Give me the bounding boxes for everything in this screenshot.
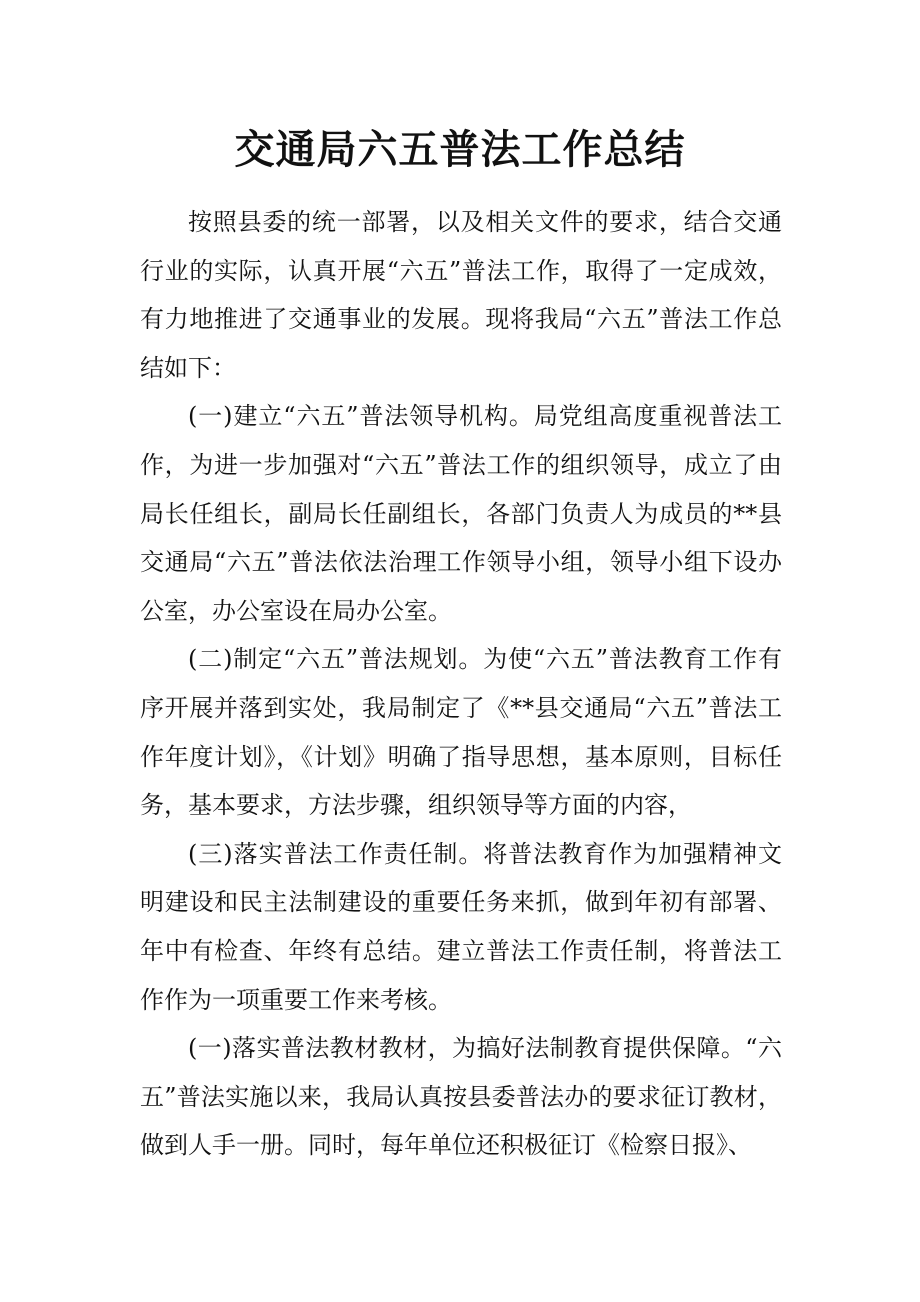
paragraph-planning: (二)制定“六五”普法规划。为使“六五”普法教育工作有序开展并落到实处，我局制定了《**县交通局“六五”普法工作年度计划》，《计划》明确了指导思想，基本原则，目标任务，基本要求，方法步骤，组织领导等方面的内容， — [140, 645, 782, 820]
document-body — [140, 198, 782, 1170]
document-title: 交通局六五普法工作总结 — [234, 126, 686, 173]
paragraph-teaching-materials: (一)落实普法教材教材，为搞好法制教育提供保障。“六五”普法实施以来，我局认真按县委普法办的要求征订教材，做到人手一册。同时，每年单位还积极征订《检察日报》、 — [140, 1034, 782, 1160]
paragraph-intro: 按照县委的统一部署，以及相关文件的要求，结合交通行业的实际，认真开展“六五”普法工作，取得了一定成效，有力地推进了交通事业的发展。现将我局“六五”普法工作总结如下： — [140, 208, 782, 382]
paragraph-responsibility-system: (三)落实普法工作责任制。将普法教育作为加强精神文明建设和民主法制建设的重要任务来抓，做到年初有部署、年中有检查、年终有总结。建立普法工作责任制，将普法工作作为一项重要工作来考核。 — [140, 839, 782, 1014]
paragraph-leadership-organization: (一)建立“六五”普法领导机构。局党组高度重视普法工作，为进一步加强对“六五”普法工作的组织领导，成立了由局长任组长，副局长任副组长，各部门负责人为成员的**县交通局“六五”普法依法治理工作领导小组，领导小组下设办公室，办公室设在局办公室。 — [140, 402, 782, 625]
